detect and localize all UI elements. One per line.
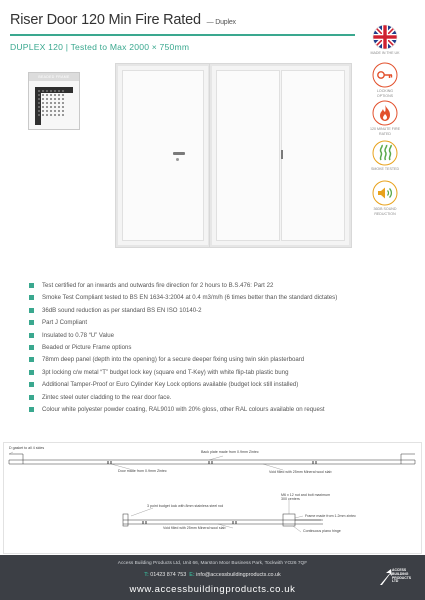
bullet [29,407,34,412]
title-rule [10,34,355,36]
page-title [10,12,236,28]
bullet [29,395,34,400]
double-door-photo [210,64,351,247]
list-item [29,394,419,406]
flame-icon [372,100,398,126]
door-leaf-right [281,70,345,241]
list-item [29,381,419,393]
door-handle [173,152,185,155]
door-leaf [122,70,204,241]
void-bottom-label: Void filled with 25mm Mineral wool slab [163,526,226,530]
feature-text: 3pt locking c/w metal “T” budget lock key (square end T-Key) with white flip-tab plastic bung [42,368,289,376]
gasket-label: D gasket to all 4 sides [9,446,45,450]
title-suffix: — Duplex [206,19,236,26]
key-icon [372,62,398,88]
void-top-label: Void filled with 25mm Mineral wool slab [269,470,332,474]
section-drawing [3,442,422,554]
feature-text: Additional Tamper-Proof or Euro Cylinder Key Lock options available (budget lock still installed) [42,381,299,389]
budget-lock-label: 3 point budget lock with 8mm stainless steel rod [147,504,224,508]
sound-icon [372,180,398,206]
bullet [29,283,34,288]
door-made-label: Door made from 0.9mm Zintec [118,469,167,473]
icon-caption: SMOKE TESTED [370,167,400,171]
feature-text: Insulated to 0.78 “U” Value [42,331,115,339]
feature-text: Zintec steel outer cladding to the rear door face. [42,393,172,401]
logo-line: BUILDING [392,571,409,576]
bullet [29,295,34,300]
list-item [29,344,419,356]
feature-text: Part J Compliant [42,319,88,327]
website-link[interactable]: www.accessbuildingproducts.co.uk [129,584,296,595]
list-item [29,282,419,294]
icon-caption: MADE IN THE UK [370,51,400,55]
list-item [29,406,419,418]
logo-line: LTD [392,579,399,584]
frame-texture [37,89,65,117]
list-item [29,307,419,319]
feature-text: Colour white polyester powder coating, RAL9010 with 20% gloss, other RAL colours available on request [42,405,325,413]
footer-contact [0,572,425,578]
footer-address: Access Building Products Ltd, Unit 66, Marston Moor Business Park, Tockwith YO26 7QF [117,561,308,566]
sound-reduction-badge [370,180,400,216]
bullet [29,333,34,338]
bullet [29,320,34,325]
fire-rated-badge [370,100,400,136]
made-in-uk-badge [370,24,400,56]
feature-text: Test certified for an inwards and outwards fire direction for 2 hours to B.S.476: Part 22 [42,282,274,289]
tel-label: T: [144,572,149,578]
list-item [29,356,419,368]
feature-text: 36dB sound reduction as per standard BS EN ISO 10140-2 [42,306,202,314]
smoke-icon [372,140,398,166]
bullet [29,345,34,350]
icon-caption: 36DB SOUND REDUCTION [373,207,397,216]
bullet [29,308,34,313]
list-item [29,294,419,306]
email-label: E: [189,572,195,578]
logo-text [392,569,411,584]
bullet [29,357,34,362]
footer [0,555,425,600]
door-leaf-left [216,70,280,241]
feature-text: Beaded or Picture Frame options [42,343,132,351]
nut-bolt-label: M6 x 12 nut and bolt maximum 300 centers [281,493,331,502]
list-item [29,319,419,331]
feature-text: Smoke Test Compliant tested to BS EN 1634-3:2004 at 0.4 m3/m/h (6 times better than the standard dictates) [42,294,338,302]
beaded-frame-label: BEADED FRAME [29,73,79,81]
locking-options-badge [370,62,400,98]
company-logo [378,567,418,589]
bullet [29,382,34,387]
key-hole [176,158,179,161]
list-item [29,369,419,381]
page-subtitle: DUPLEX 120 | Tested to Max 2000 × 750mm [10,42,190,52]
single-door-photo [116,64,210,247]
frame-label: Frame made from 1.2mm zintec [305,514,356,518]
icon-caption: 120 MINUTE FIRE RATED [370,127,400,136]
logo-line: PRODUCTS [392,575,412,580]
technical-drawing [3,442,422,554]
union-jack-flag-icon [372,24,398,50]
title-text: Riser Door 120 Min Fire Rated [10,12,201,28]
tel-value[interactable]: 01423 874 753 [150,572,187,578]
smoke-tested-badge [370,140,400,172]
hinge-label: Continuous piano hinge [303,529,341,533]
back-plate-label: Back plate made from 0.9mm Zintec [201,450,259,454]
logo-line: ACCESS [392,568,407,572]
feature-list [29,282,419,418]
bullet [29,370,34,375]
email-link[interactable]: info@accessbuildingproducts.co.uk [196,572,281,578]
list-item [29,332,419,344]
door-handle [281,150,283,159]
icon-caption: LOCKING OPTIONS [376,89,394,98]
feature-text: 78mm deep panel (depth into the opening) for a secure deeper fixing using twin skin plasterboard [42,356,305,364]
beaded-frame-detail-photo [28,72,80,130]
